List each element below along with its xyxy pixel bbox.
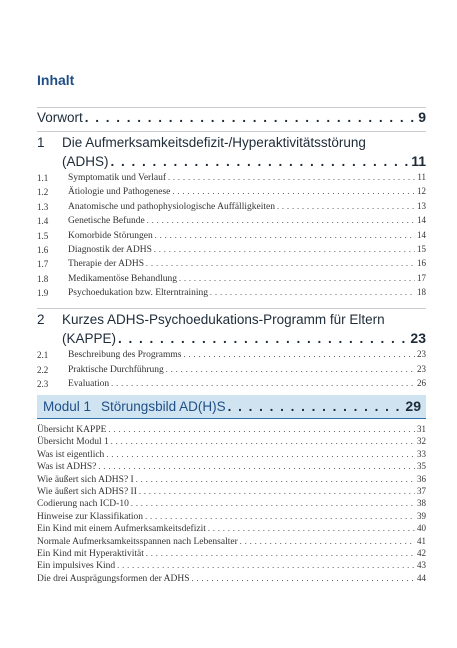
- entry-label: Ätiologie und Pathogenese: [68, 187, 171, 198]
- entry-label: Ein impulsives Kind: [37, 561, 116, 572]
- toc-entry-item[interactable]: [37, 424, 426, 435]
- leader-dots: [146, 259, 415, 269]
- toc-entry-section[interactable]: [68, 230, 426, 241]
- chapter-number: 1: [37, 135, 45, 150]
- leader-dots: [172, 187, 415, 197]
- entry-label: Praktische Durchführung: [68, 364, 164, 375]
- section-number: 1.2: [37, 187, 49, 198]
- page-number: 26: [417, 378, 426, 388]
- toc-entry-section[interactable]: [68, 364, 426, 375]
- page-number: 11: [411, 153, 426, 169]
- page-number: 23: [417, 363, 426, 374]
- entry-label: Übersicht Modul 1: [37, 437, 109, 448]
- entry-label: Ein Kind mit einem Aufmerksamkeitsdefizit: [37, 524, 206, 535]
- toc-entry-section[interactable]: [68, 287, 426, 298]
- module-label: Modul 1: [43, 399, 92, 414]
- chapter-title[interactable]: Die Aufmerksamkeitsdefizit-/Hyperaktivitätsstörung: [62, 135, 366, 150]
- leader-dots: [136, 475, 415, 485]
- leader-dots: [98, 462, 415, 472]
- page-number: 32: [417, 436, 426, 447]
- section-number: 1.6: [37, 245, 49, 255]
- entry-label: Psychoedukation bzw. Elterntraining: [68, 288, 209, 299]
- leader-dots: [228, 399, 404, 414]
- section-number: 1.1: [37, 173, 49, 183]
- leader-dots: [145, 512, 415, 522]
- page-number: 18: [417, 287, 426, 298]
- leader-dots: [154, 245, 415, 255]
- toc-entry-item[interactable]: [37, 461, 426, 472]
- toc-entry-item[interactable]: [37, 436, 426, 447]
- divider: [37, 107, 426, 108]
- toc-entry-item[interactable]: [37, 449, 426, 460]
- page-number: 11: [417, 172, 426, 182]
- entry-label: Medikamentöse Behandlung: [68, 273, 177, 284]
- entry-label: Wie äußert sich ADHS? II: [37, 487, 137, 497]
- module-title: Störungsbild AD(H)S: [101, 399, 226, 414]
- entry-label: Diagnostik der ADHS: [68, 245, 152, 255]
- toc-entry-item[interactable]: [37, 573, 426, 584]
- toc-entry-item[interactable]: [37, 548, 426, 559]
- page-number: 44: [417, 572, 426, 583]
- page-number: 35: [417, 461, 426, 472]
- divider: [37, 308, 426, 309]
- leader-dots: [146, 549, 415, 559]
- entry-label: Genetische Befunde: [68, 216, 145, 227]
- entry-label: Wie äußert sich ADHS? I: [37, 474, 134, 485]
- entry-label: Normale Aufmerksamkeitsspannen nach Lebensalter: [37, 536, 238, 547]
- page-title: Inhalt: [37, 72, 75, 88]
- entry-label: Was ist eigentlich: [37, 449, 105, 460]
- entry-label: Komorbide Störungen: [68, 230, 153, 241]
- leader-dots: [210, 288, 415, 298]
- entry-label: Was ist ADHS?: [37, 462, 97, 473]
- leader-dots: [106, 450, 415, 460]
- leader-dots: [108, 425, 415, 435]
- toc-entry-section[interactable]: [68, 215, 426, 226]
- chapter-number: 2: [37, 312, 45, 327]
- toc-entry-section[interactable]: [68, 172, 426, 183]
- page-number: 43: [417, 560, 426, 571]
- toc-entry-item[interactable]: [37, 498, 426, 509]
- page-number: 13: [417, 200, 426, 211]
- entry-label: Therapie der ADHS: [68, 259, 144, 270]
- toc-entry-item[interactable]: [37, 486, 426, 497]
- leader-dots: [85, 110, 416, 125]
- entry-label: Codierung nach ICD-10: [37, 499, 129, 510]
- toc-entry-section[interactable]: [68, 273, 426, 284]
- page-number: 36: [417, 473, 426, 484]
- toc-entry-module-1[interactable]: [43, 398, 421, 414]
- leader-dots: [155, 231, 415, 241]
- toc-entry-item[interactable]: [37, 474, 426, 485]
- leader-dots: [183, 350, 415, 360]
- entry-label: Vorwort: [37, 110, 83, 125]
- leader-dots: [147, 216, 415, 226]
- leader-dots: [208, 524, 415, 534]
- toc-entry-section[interactable]: [68, 258, 426, 269]
- page-number: 42: [417, 548, 426, 558]
- entry-label: Symptomatik und Verlauf: [68, 173, 166, 183]
- page-number: 12: [417, 186, 426, 197]
- leader-dots: [240, 537, 415, 547]
- divider: [37, 131, 426, 132]
- section-number: 1.8: [37, 273, 49, 284]
- section-number: 1.7: [37, 259, 49, 270]
- section-number: 1.9: [37, 288, 49, 299]
- section-number: 2.3: [37, 379, 49, 389]
- toc-entry-item[interactable]: [37, 511, 426, 522]
- toc-entry-section[interactable]: [68, 186, 426, 197]
- entry-label: Anatomische und pathophysiologische Auffälligkeiten: [68, 201, 275, 212]
- page-number: 33: [417, 448, 426, 459]
- entry-label: Die drei Ausprägungsformen der ADHS: [37, 573, 190, 584]
- entry-label: Beschreibung des Programms: [68, 350, 182, 360]
- leader-dots: [111, 379, 415, 389]
- section-number: 1.4: [37, 216, 49, 227]
- leader-dots: [111, 154, 410, 169]
- entry-label: (KAPPE): [62, 331, 117, 346]
- toc-entry-section[interactable]: [68, 349, 426, 360]
- toc-entry-chapter-1[interactable]: [62, 153, 426, 169]
- page-number: 14: [417, 229, 426, 240]
- page-number: 40: [417, 523, 426, 534]
- leader-dots: [168, 173, 415, 183]
- page-number: 14: [417, 215, 426, 226]
- leader-dots: [131, 499, 415, 509]
- page-number: 29: [405, 398, 421, 414]
- page-number: 16: [417, 258, 426, 269]
- toc-entry-section[interactable]: [68, 378, 426, 389]
- page-number: 23: [410, 330, 426, 346]
- toc-entry-item[interactable]: [37, 536, 426, 547]
- leader-dots: [179, 274, 415, 284]
- entry-label: Evaluation: [68, 379, 110, 389]
- leader-dots: [139, 487, 415, 497]
- leader-dots: [117, 561, 415, 571]
- leader-dots: [111, 437, 415, 447]
- toc-entry-item[interactable]: [37, 560, 426, 571]
- section-number: 1.3: [37, 201, 49, 212]
- entry-label: (ADHS): [62, 154, 109, 169]
- toc-entry-chapter-2[interactable]: [62, 330, 426, 346]
- leader-dots: [118, 331, 408, 346]
- toc-entry-item[interactable]: [37, 523, 426, 534]
- page-number: 37: [417, 486, 426, 496]
- page-number: 31: [417, 424, 426, 434]
- leader-dots: [277, 202, 415, 212]
- toc-entry-foreword[interactable]: [37, 109, 426, 125]
- leader-dots: [166, 365, 415, 375]
- section-number: 1.5: [37, 230, 49, 241]
- entry-label: Übersicht KAPPE: [37, 425, 107, 435]
- page-number: 17: [417, 272, 426, 283]
- chapter-title[interactable]: Kurzes ADHS-Psychoedukations-Programm für Eltern: [62, 312, 385, 327]
- page-number: 41: [417, 535, 426, 546]
- page-number: 38: [417, 498, 426, 509]
- section-number: 2.1: [37, 350, 49, 360]
- entry-label: Hinweise zur Klassifikation: [37, 511, 144, 522]
- page-number: 9: [418, 109, 426, 125]
- toc-entry-section[interactable]: [68, 201, 426, 212]
- section-number: 2.2: [37, 364, 49, 375]
- leader-dots: [192, 574, 415, 584]
- page-number: 15: [417, 244, 426, 254]
- toc-entry-section[interactable]: [68, 244, 426, 255]
- entry-label: Ein Kind mit Hyperaktivität: [37, 549, 144, 559]
- page-number: 23: [417, 349, 426, 359]
- page-number: 39: [417, 510, 426, 521]
